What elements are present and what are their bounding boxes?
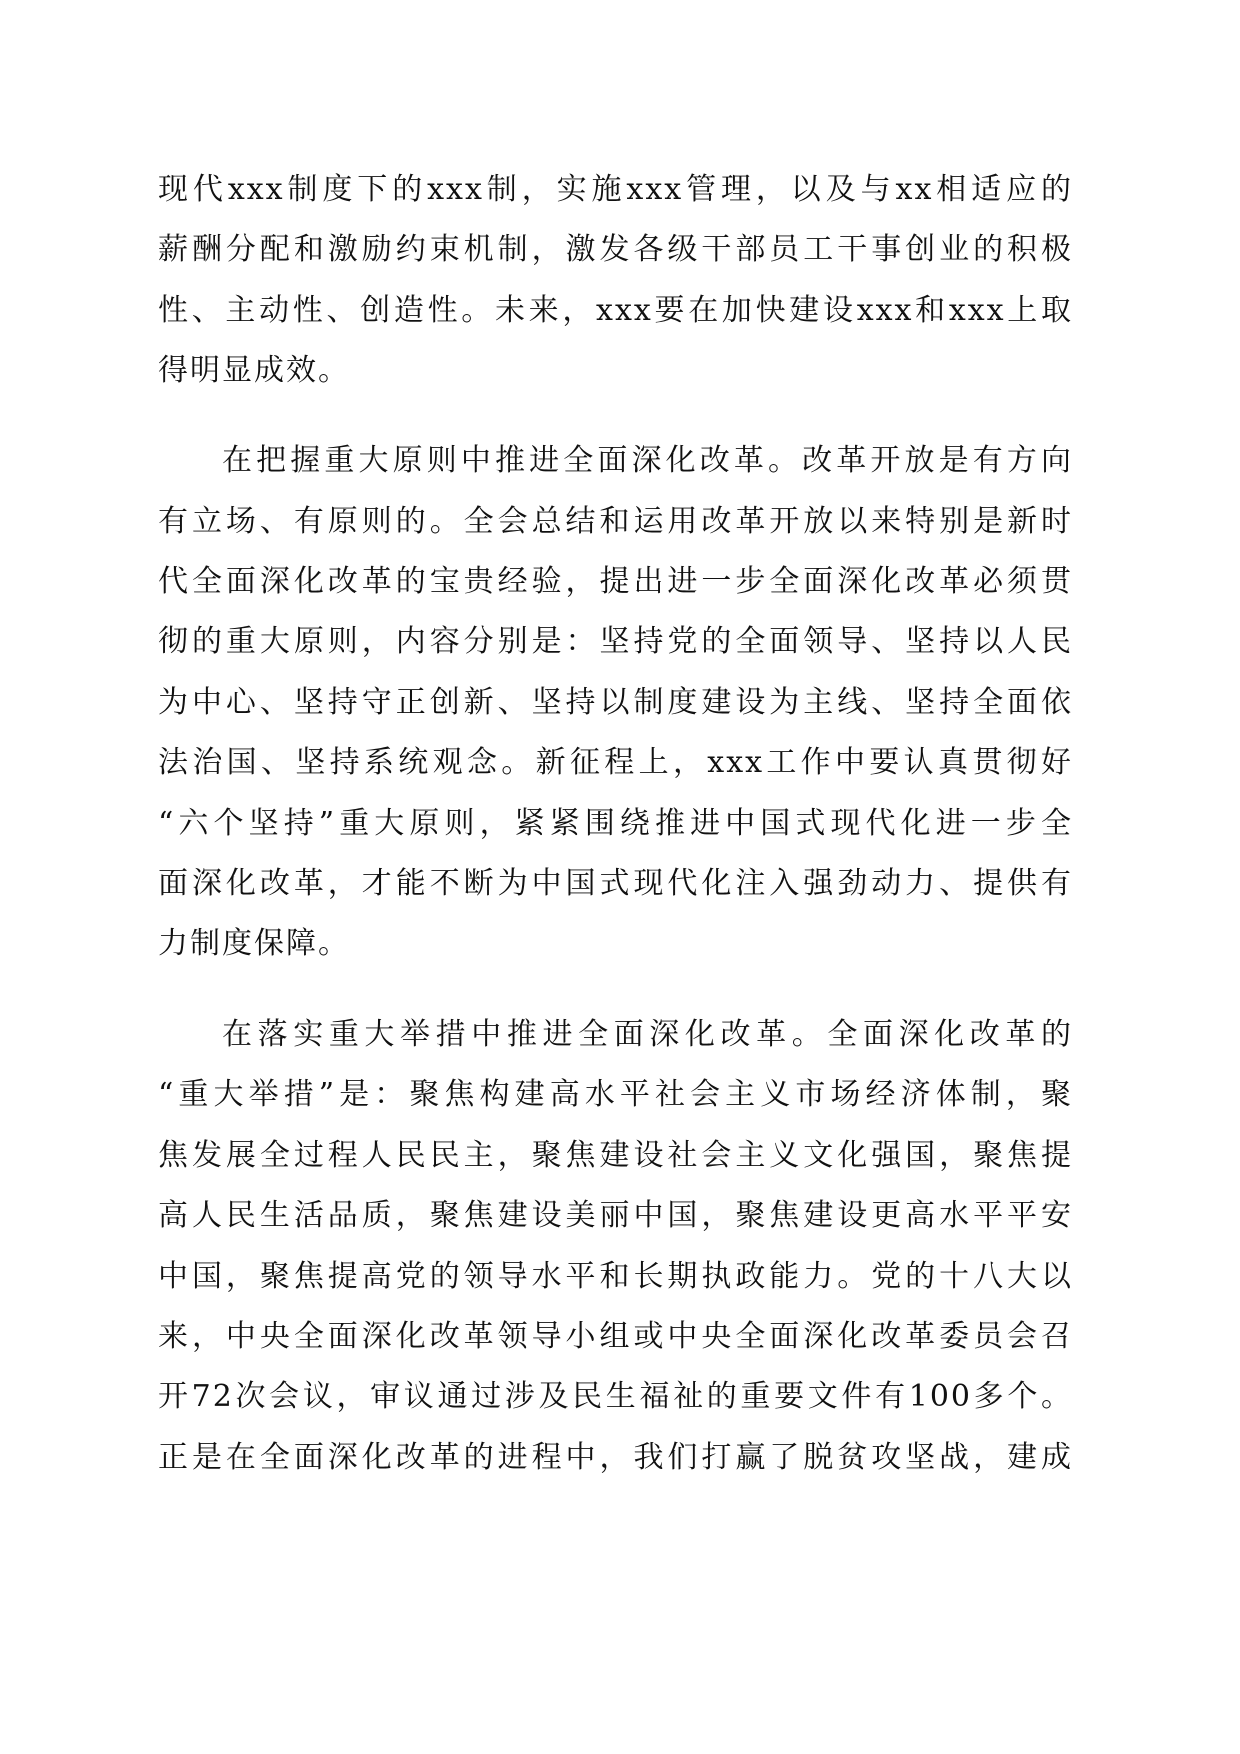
paragraph-heading-line: 在落实重大举措中推进全面深化改革。全面深化改革的 bbox=[222, 1017, 1073, 1052]
text-line: “六个坚持”重大原则，紧紧围绕推进中国式现代化进一步全 bbox=[158, 806, 1073, 841]
text-line: 中国，聚焦提高党的领导水平和长期执政能力。党的十八大以 bbox=[158, 1259, 1073, 1294]
text-line: 薪酬分配和激励约束机制，激发各级干部员工干事创业的积极 bbox=[158, 232, 1073, 267]
text-line: 高人民生活品质，聚焦建设美丽中国，聚焦建设更高水平平安 bbox=[158, 1198, 1073, 1233]
text-line: 正是在全面深化改革的进程中，我们打赢了脱贫攻坚战，建成 bbox=[158, 1440, 1073, 1475]
text-line: “重大举措”是：聚焦构建高水平社会主义市场经济体制，聚 bbox=[158, 1077, 1073, 1112]
text-line: 为中心、坚持守正创新、坚持以制度建设为主线、坚持全面依 bbox=[158, 685, 1073, 720]
text-line: 有立场、有原则的。全会总结和运用改革开放以来特别是新时 bbox=[158, 504, 1073, 539]
text-line: 力制度保障。 bbox=[158, 926, 350, 961]
text-line: 代全面深化改革的宝贵经验，提出进一步全面深化改革必须贯 bbox=[158, 564, 1073, 599]
text-line: 现代xxx制度下的xxx制，实施xxx管理，以及与xx相适应的 bbox=[158, 172, 1073, 207]
text-line: 法治国、坚持系统观念。新征程上，xxx工作中要认真贯彻好 bbox=[158, 745, 1073, 780]
text-line: 性、主动性、创造性。未来，xxx要在加快建设xxx和xxx上取 bbox=[158, 293, 1073, 328]
text-line: 开72次会议，审议通过涉及民生福祉的重要文件有100多个。 bbox=[158, 1379, 1073, 1414]
text-line: 来，中央全面深化改革领导小组或中央全面深化改革委员会召 bbox=[158, 1319, 1073, 1354]
text-line: 彻的重大原则，内容分别是：坚持党的全面领导、坚持以人民 bbox=[158, 624, 1073, 659]
text-line: 焦发展全过程人民民主，聚焦建设社会主义文化强国，聚焦提 bbox=[158, 1138, 1073, 1173]
text-line: 得明显成效。 bbox=[158, 353, 350, 388]
paragraph-heading-line: 在把握重大原则中推进全面深化改革。改革开放是有方向 bbox=[222, 443, 1073, 478]
text-line: 面深化改革，才能不断为中国式现代化注入强劲动力、提供有 bbox=[158, 866, 1073, 901]
